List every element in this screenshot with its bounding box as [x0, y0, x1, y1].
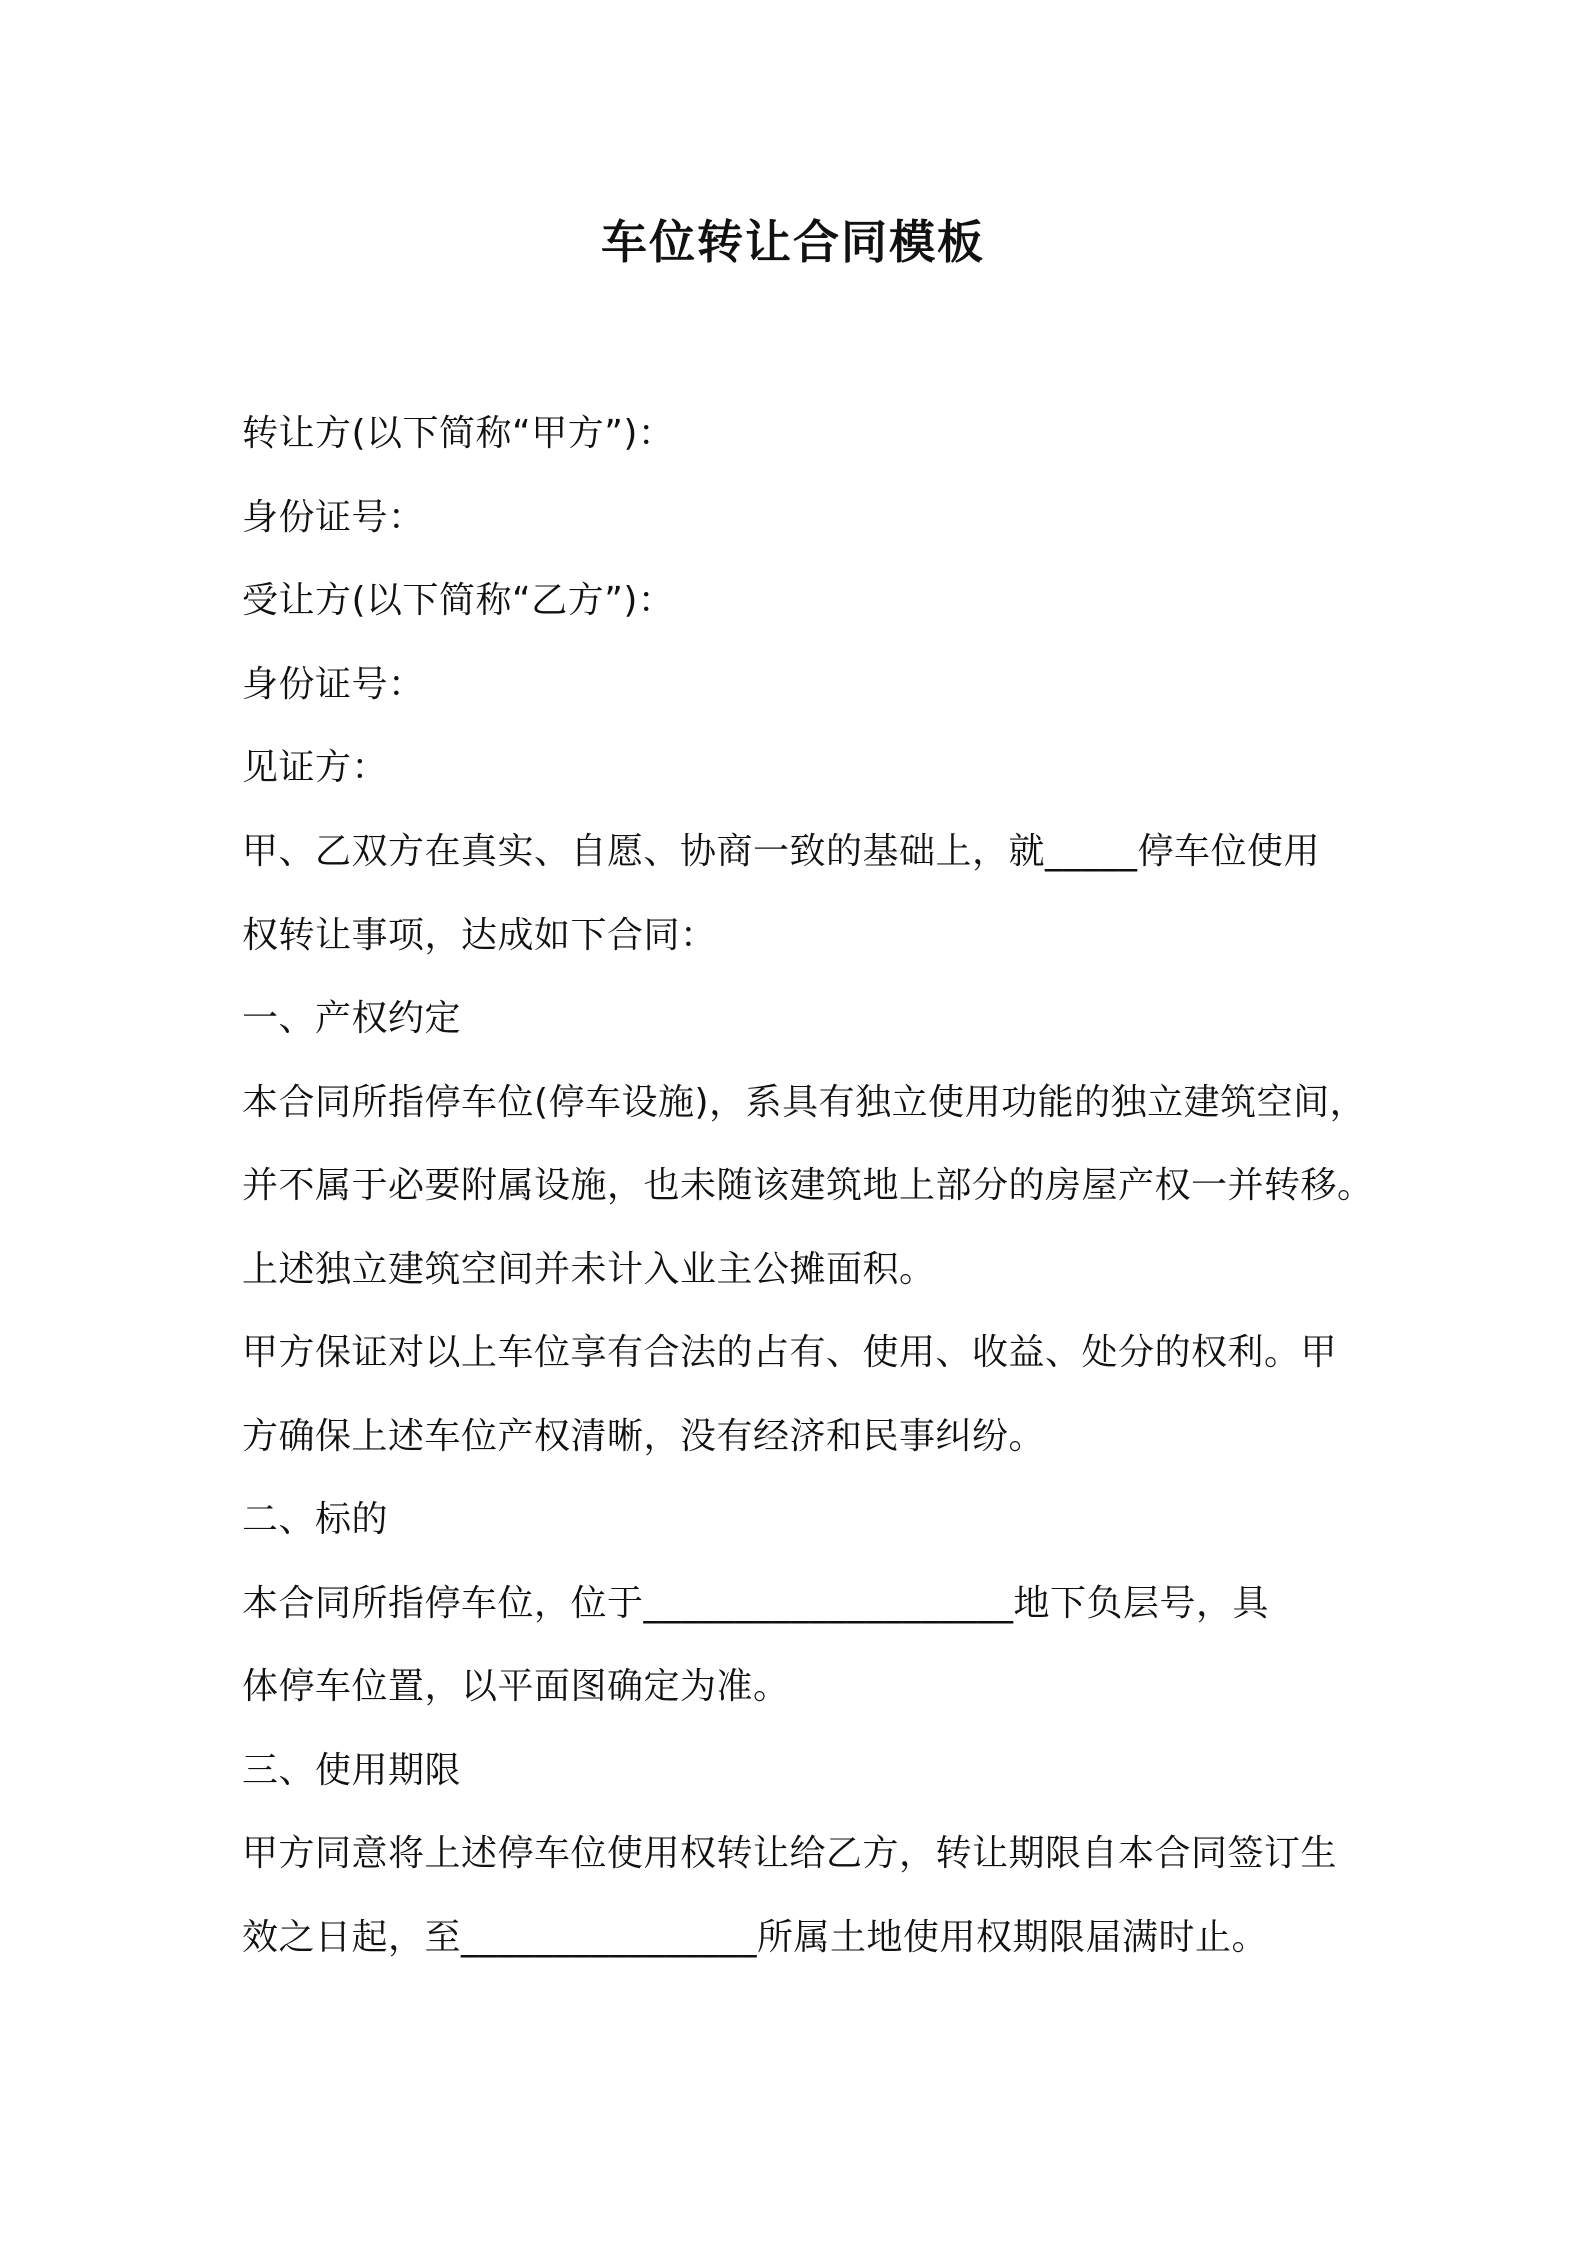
witness-line: 见证方： — [242, 747, 389, 788]
party-b-id-line: 身份证号： — [242, 664, 425, 705]
party-b-line: 受让方(以下简称“乙方”)： — [242, 580, 675, 621]
document-title: 车位转让合同模板 — [601, 215, 985, 269]
party-a-line: 转让方(以下简称“甲方”)： — [242, 413, 675, 454]
preamble-line-1: 甲、乙双方在真实、自愿、协商一致的基础上，就_____停车位使用 — [242, 831, 1321, 872]
section-2-line-2: 体停车位置，以平面图确定为准。 — [242, 1666, 790, 1707]
section-3-line-1: 甲方同意将上述停车位使用权转让给乙方，转让期限自本合同签订生 — [242, 1833, 1338, 1874]
section-heading-2: 二、标的 — [242, 1499, 389, 1540]
section-1-line-2: 并不属于必要附属设施，也未随该建筑地上部分的房屋产权一并转移。 — [242, 1165, 1374, 1206]
section-heading-3: 三、使用期限 — [242, 1750, 462, 1791]
party-a-id-line: 身份证号： — [242, 497, 425, 538]
preamble-line-2: 权转让事项，达成如下合同： — [242, 915, 717, 956]
section-1-line-1: 本合同所指停车位(停车设施)，系具有独立使用功能的独立建筑空间， — [242, 1082, 1367, 1123]
section-1-line-5: 方确保上述车位产权清晰，没有经济和民事纠纷。 — [242, 1416, 1046, 1457]
section-1-line-4: 甲方保证对以上车位享有合法的占有、使用、收益、处分的权利。甲 — [242, 1332, 1338, 1373]
section-heading-1: 一、产权约定 — [242, 998, 462, 1039]
section-1-line-3: 上述独立建筑空间并未计入业主公摊面积。 — [242, 1249, 936, 1290]
section-2-line-1: 本合同所指停车位，位于____________________地下负层号，具 — [242, 1583, 1270, 1624]
section-3-line-2: 效之日起，至________________所属土地使用权期限届满时止。 — [242, 1917, 1269, 1958]
